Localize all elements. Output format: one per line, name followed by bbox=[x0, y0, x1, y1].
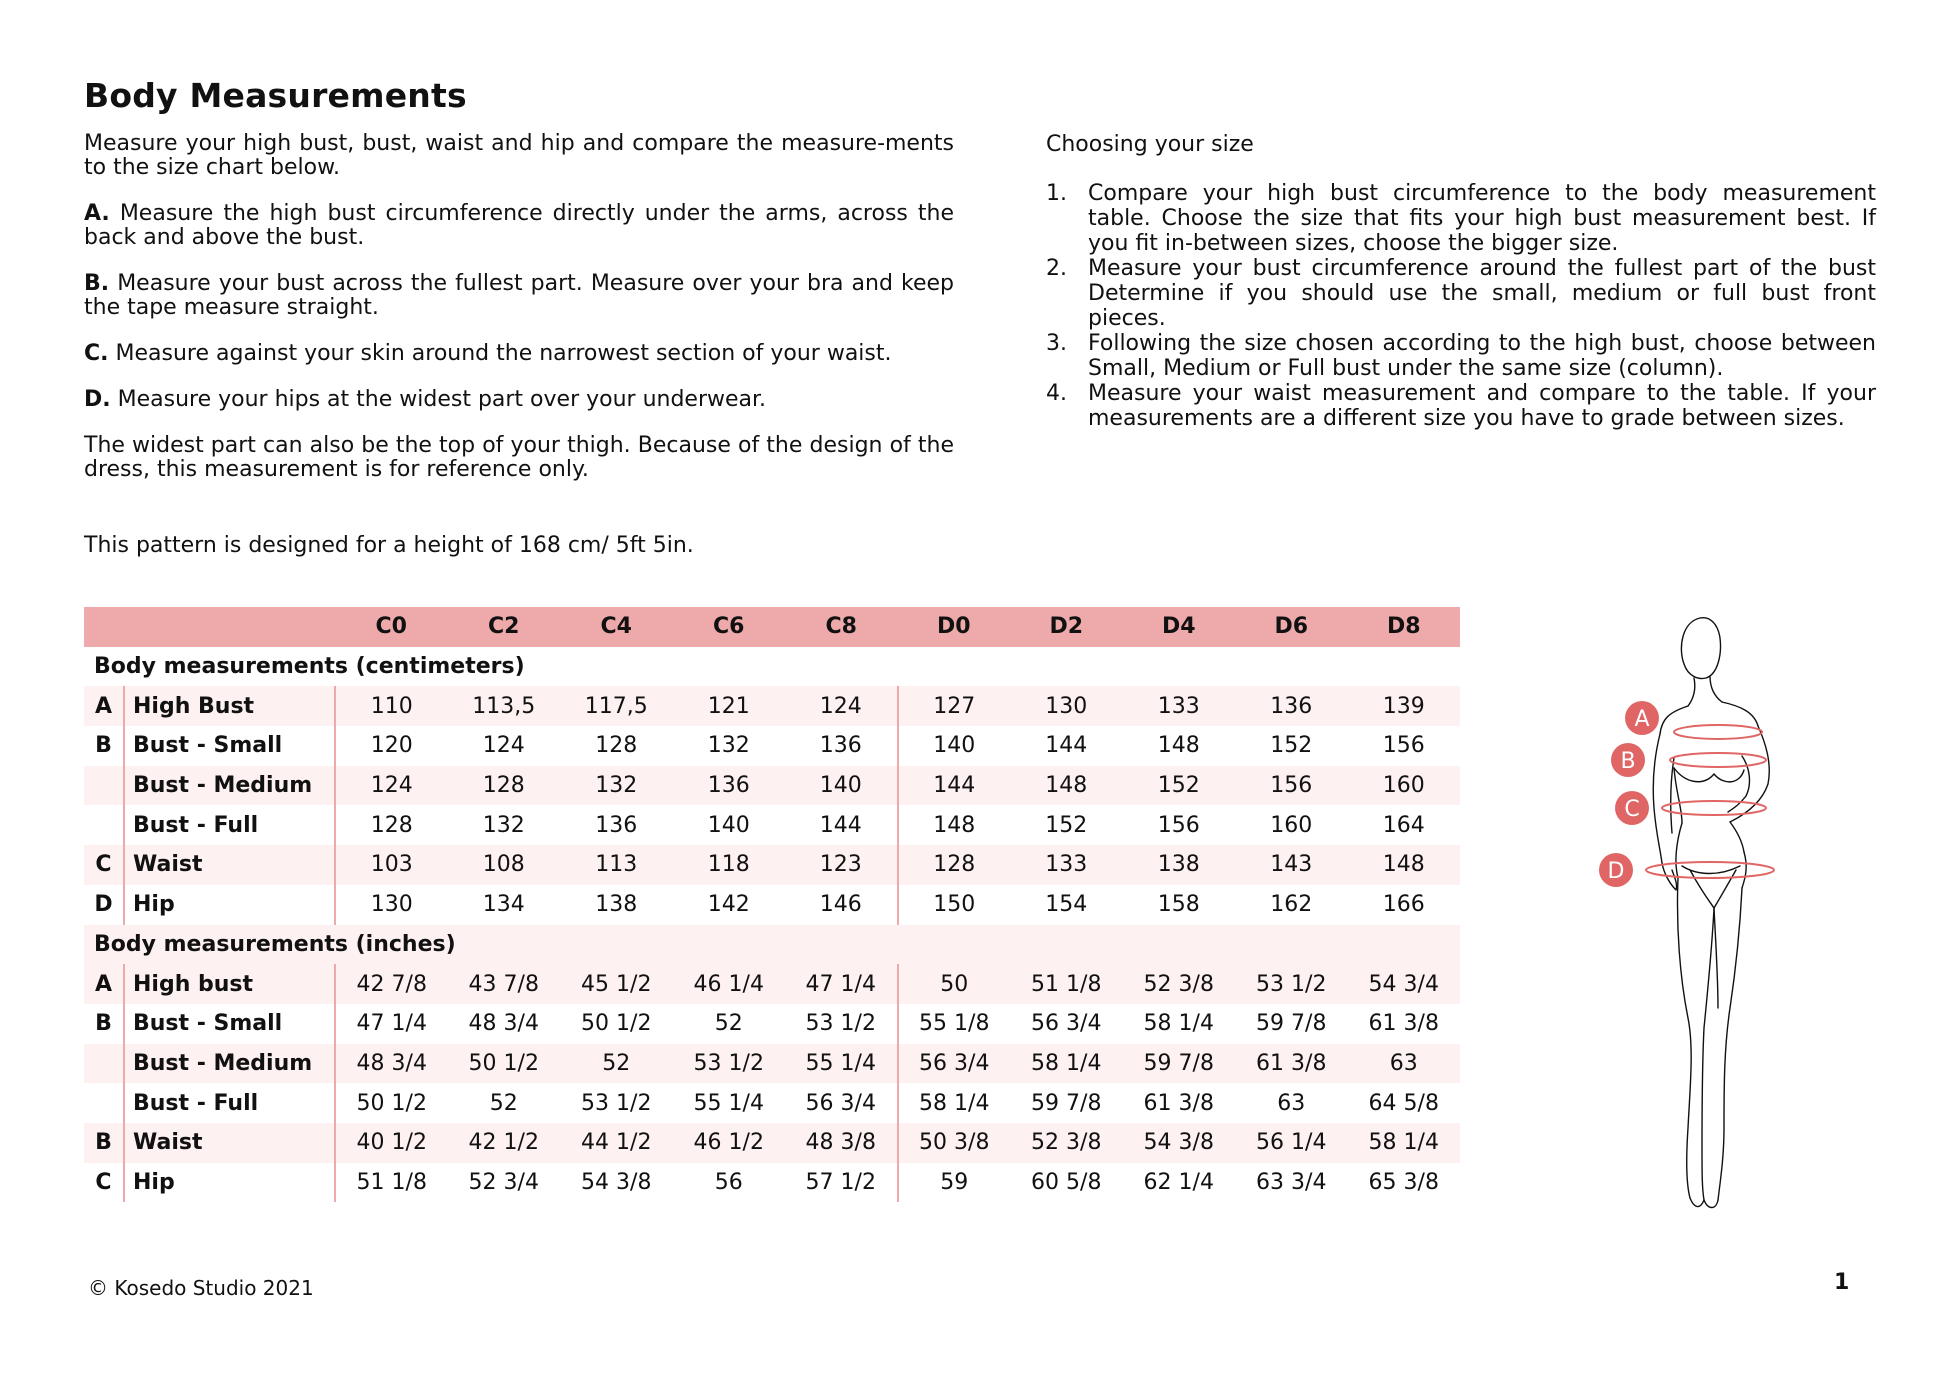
row-letter bbox=[84, 805, 124, 845]
table-cell: 127 bbox=[898, 686, 1011, 726]
table-cell: 50 1/2 bbox=[448, 1044, 561, 1084]
size-header: D8 bbox=[1348, 607, 1461, 647]
step-text: Measure your hips at the widest part over your underwear. bbox=[117, 387, 767, 412]
measuring-instructions bbox=[84, 132, 954, 580]
table-cell: 164 bbox=[1382, 812, 1425, 838]
list-number: 2. bbox=[1046, 256, 1067, 281]
table-cell: 144 bbox=[1045, 733, 1088, 759]
table-cell: 53 1/2 bbox=[673, 1044, 786, 1084]
table-cell: 132 bbox=[707, 733, 750, 759]
table-cell: 142 bbox=[707, 892, 750, 918]
body-figure-illustration bbox=[1590, 608, 1850, 1228]
row-label: High bust bbox=[124, 964, 335, 1004]
size-header: D2 bbox=[1010, 607, 1123, 647]
list-text: Compare your high bust circumference to the body measurement table. Choose the size that fits your high bust measurement best. If you fit in-between sizes, choose the bigger size. bbox=[1088, 181, 1876, 256]
table-cell: 148 bbox=[1010, 766, 1123, 806]
size-header: C8 bbox=[785, 607, 898, 647]
row-label: Waist bbox=[124, 1123, 335, 1163]
table-cell: 59 7/8 bbox=[1256, 1011, 1327, 1037]
step-letter: D. bbox=[84, 387, 111, 412]
table-cell: 121 bbox=[673, 686, 786, 726]
table-row bbox=[84, 845, 1460, 885]
table-cell: 60 5/8 bbox=[1031, 1169, 1102, 1195]
table-cell: 144 bbox=[785, 805, 898, 845]
table-cell: 47 1/4 bbox=[356, 1011, 427, 1037]
table-cell: 54 3/4 bbox=[1348, 964, 1461, 1004]
row-letter: B bbox=[84, 1123, 124, 1163]
table-cell: 113,5 bbox=[448, 686, 561, 726]
table-cell: 128 bbox=[595, 733, 638, 759]
page-number: 1 bbox=[1834, 1270, 1850, 1295]
table-cell: 43 7/8 bbox=[448, 964, 561, 1004]
table-cell: 46 1/4 bbox=[673, 964, 786, 1004]
table-cell: 65 3/8 bbox=[1368, 1169, 1439, 1195]
table-cell: 140 bbox=[933, 733, 976, 759]
table-cell: 59 7/8 bbox=[1123, 1044, 1236, 1084]
table-cell: 162 bbox=[1270, 892, 1313, 918]
table-cell: 48 3/4 bbox=[335, 1044, 448, 1084]
table-cell: 139 bbox=[1348, 686, 1461, 726]
list-item bbox=[1046, 381, 1876, 431]
list-item bbox=[1046, 256, 1876, 331]
section-title: Body measurements (centimeters) bbox=[84, 647, 1460, 687]
table-cell: 55 1/4 bbox=[693, 1090, 764, 1116]
row-letter: A bbox=[84, 686, 124, 726]
table-cell: 54 3/8 bbox=[581, 1169, 652, 1195]
table-cell: 51 1/8 bbox=[1010, 964, 1123, 1004]
table-cell: 152 bbox=[1045, 812, 1088, 838]
table-cell: 156 bbox=[1235, 766, 1348, 806]
table-cell: 46 1/2 bbox=[673, 1123, 786, 1163]
size-chart-table bbox=[84, 607, 1460, 1202]
table-cell: 55 1/4 bbox=[785, 1044, 898, 1084]
marker-d-label: D bbox=[1607, 859, 1625, 884]
table-row bbox=[84, 1044, 1460, 1084]
row-letter: D bbox=[84, 885, 124, 925]
size-header: C0 bbox=[335, 607, 448, 647]
table-cell: 56 3/4 bbox=[1031, 1011, 1102, 1037]
table-row bbox=[84, 1163, 1460, 1203]
marker-b-label: B bbox=[1620, 749, 1636, 774]
table-cell: 55 1/8 bbox=[919, 1011, 990, 1037]
header-spacer bbox=[84, 607, 124, 647]
table-cell: 61 3/8 bbox=[1235, 1044, 1348, 1084]
table-cell: 154 bbox=[1045, 892, 1088, 918]
table-cell: 48 3/4 bbox=[468, 1011, 539, 1037]
table-cell: 63 bbox=[1348, 1044, 1461, 1084]
table-cell: 58 1/4 bbox=[919, 1090, 990, 1116]
height-note: This pattern is designed for a height of 168 cm/ 5ft 5in. bbox=[84, 533, 694, 558]
table-cell: 128 bbox=[370, 812, 413, 838]
table-cell: 140 bbox=[707, 812, 750, 838]
table-cell: 56 3/4 bbox=[898, 1044, 1011, 1084]
intro-text: Measure your high bust, bust, waist and hip and compare the measure-ments to the size chart below. bbox=[84, 131, 954, 180]
table-cell: 124 bbox=[482, 733, 525, 759]
size-header: D0 bbox=[898, 607, 1011, 647]
table-cell: 56 bbox=[714, 1169, 743, 1195]
table-cell: 59 7/8 bbox=[1031, 1090, 1102, 1116]
table-cell: 50 3/8 bbox=[898, 1123, 1011, 1163]
reference-note: The widest part can also be the top of your thigh. Because of the design of the dress, this measurement is for reference only. bbox=[84, 433, 954, 482]
table-cell: 128 bbox=[448, 766, 561, 806]
table-cell: 63 3/4 bbox=[1256, 1169, 1327, 1195]
table-cell: 47 1/4 bbox=[785, 964, 898, 1004]
row-label: Bust - Full bbox=[124, 805, 335, 845]
copyright: © Kosedo Studio 2021 bbox=[88, 1276, 314, 1300]
table-cell: 136 bbox=[1235, 686, 1348, 726]
list-text: Measure your bust circumference around the fullest part of the bust Determine if you should use the small, medium or full bust front pieces. bbox=[1088, 256, 1876, 331]
size-header: C2 bbox=[448, 607, 561, 647]
table-cell: 136 bbox=[673, 766, 786, 806]
step-letter: A. bbox=[84, 201, 110, 226]
list-item bbox=[1046, 181, 1876, 256]
row-letter: A bbox=[84, 964, 124, 1004]
table-row bbox=[84, 726, 1460, 766]
table-cell: 42 1/2 bbox=[448, 1123, 561, 1163]
choosing-size-section bbox=[1046, 132, 1876, 431]
table-cell: 132 bbox=[482, 812, 525, 838]
row-letter bbox=[84, 1083, 124, 1123]
table-cell: 52 bbox=[714, 1011, 743, 1037]
table-cell: 136 bbox=[595, 812, 638, 838]
body-figure-svg bbox=[1590, 608, 1850, 1228]
table-cell: 48 3/8 bbox=[785, 1123, 898, 1163]
table-cell: 156 bbox=[1157, 812, 1200, 838]
row-label: Hip bbox=[124, 885, 335, 925]
section-title: Body measurements (inches) bbox=[84, 925, 1460, 965]
step-text: Measure against your skin around the narrowest section of your waist. bbox=[115, 341, 892, 366]
table-cell: 45 1/2 bbox=[560, 964, 673, 1004]
table-cell: 138 bbox=[1123, 845, 1236, 885]
table-cell: 166 bbox=[1382, 892, 1425, 918]
step-letter: B. bbox=[84, 271, 110, 296]
step-d bbox=[84, 388, 954, 412]
row-letter: C bbox=[84, 1163, 124, 1203]
table-cell: 44 1/2 bbox=[560, 1123, 673, 1163]
table-cell: 144 bbox=[898, 766, 1011, 806]
table-cell: 113 bbox=[560, 845, 673, 885]
section-title-row bbox=[84, 925, 1460, 965]
table-cell: 132 bbox=[560, 766, 673, 806]
marker-c-label: C bbox=[1624, 797, 1640, 822]
table-cell: 61 3/8 bbox=[1368, 1011, 1439, 1037]
table-cell: 160 bbox=[1348, 766, 1461, 806]
list-item bbox=[1046, 331, 1876, 381]
page-title: Body Measurements bbox=[84, 76, 467, 115]
table-cell: 53 1/2 bbox=[785, 1004, 898, 1044]
table-cell: 52 3/8 bbox=[1010, 1123, 1123, 1163]
row-letter bbox=[84, 1044, 124, 1084]
table-cell: 56 1/4 bbox=[1235, 1123, 1348, 1163]
table-cell: 53 1/2 bbox=[1235, 964, 1348, 1004]
table-row bbox=[84, 964, 1460, 1004]
step-text: Measure the high bust circumference directly under the arms, across the back and above the bust. bbox=[84, 201, 955, 250]
table-cell: 56 3/4 bbox=[785, 1083, 898, 1123]
table-row bbox=[84, 805, 1460, 845]
choosing-heading: Choosing your size bbox=[1046, 132, 1254, 157]
row-label: Bust - Small bbox=[124, 1004, 335, 1044]
table-cell: 130 bbox=[1010, 686, 1123, 726]
table-cell: 110 bbox=[335, 686, 448, 726]
table-cell: 103 bbox=[335, 845, 448, 885]
list-number: 1. bbox=[1046, 181, 1067, 206]
table-cell: 62 1/4 bbox=[1143, 1169, 1214, 1195]
table-cell: 54 3/8 bbox=[1123, 1123, 1236, 1163]
header-spacer bbox=[124, 607, 335, 647]
table-cell: 140 bbox=[785, 766, 898, 806]
step-c bbox=[84, 342, 954, 366]
size-header: C4 bbox=[560, 607, 673, 647]
row-label: Hip bbox=[124, 1163, 335, 1203]
row-label: Bust - Medium bbox=[124, 766, 335, 806]
table-cell: 134 bbox=[482, 892, 525, 918]
table-cell: 152 bbox=[1270, 733, 1313, 759]
table-cell: 58 1/4 bbox=[1143, 1011, 1214, 1037]
size-header: D6 bbox=[1235, 607, 1348, 647]
table-row bbox=[84, 1083, 1460, 1123]
table-cell: 120 bbox=[370, 733, 413, 759]
marker-a-label: A bbox=[1634, 707, 1650, 732]
table-cell: 150 bbox=[933, 892, 976, 918]
table-cell: 156 bbox=[1382, 733, 1425, 759]
table-cell: 124 bbox=[785, 686, 898, 726]
table-row bbox=[84, 766, 1460, 806]
table-cell: 52 bbox=[560, 1044, 673, 1084]
size-header-row bbox=[84, 607, 1460, 647]
row-letter: B bbox=[84, 1004, 124, 1044]
table-cell: 117,5 bbox=[560, 686, 673, 726]
table-row bbox=[84, 1004, 1460, 1044]
section-title-row bbox=[84, 647, 1460, 687]
table-row bbox=[84, 686, 1460, 726]
table-cell: 123 bbox=[785, 845, 898, 885]
list-text: Following the size chosen according to the high bust, choose between Small, Medium or Full bust under the same size (column). bbox=[1088, 331, 1876, 381]
list-number: 3. bbox=[1046, 331, 1067, 356]
size-header: C6 bbox=[673, 607, 786, 647]
row-letter: C bbox=[84, 845, 124, 885]
row-label: Bust - Medium bbox=[124, 1044, 335, 1084]
table-cell: 58 1/4 bbox=[1348, 1123, 1461, 1163]
table-cell: 53 1/2 bbox=[581, 1090, 652, 1116]
table-cell: 59 bbox=[940, 1169, 969, 1195]
table-cell: 143 bbox=[1235, 845, 1348, 885]
row-label: Bust - Full bbox=[124, 1083, 335, 1123]
table-cell: 52 bbox=[489, 1090, 518, 1116]
choosing-list bbox=[1046, 181, 1876, 431]
table-cell: 51 1/8 bbox=[356, 1169, 427, 1195]
table-cell: 146 bbox=[785, 885, 898, 925]
table-cell: 52 3/8 bbox=[1123, 964, 1236, 1004]
table-row bbox=[84, 1123, 1460, 1163]
size-header: D4 bbox=[1123, 607, 1236, 647]
row-letter: B bbox=[84, 726, 124, 766]
table-cell: 136 bbox=[785, 726, 898, 766]
step-a bbox=[84, 202, 954, 250]
step-b bbox=[84, 272, 954, 320]
table-cell: 64 5/8 bbox=[1368, 1090, 1439, 1116]
table-cell: 50 bbox=[898, 964, 1011, 1004]
table-cell: 50 1/2 bbox=[581, 1011, 652, 1037]
table-row bbox=[84, 885, 1460, 925]
table-cell: 133 bbox=[1010, 845, 1123, 885]
table-cell: 63 bbox=[1277, 1090, 1306, 1116]
table-cell: 148 bbox=[933, 812, 976, 838]
table-cell: 148 bbox=[1157, 733, 1200, 759]
table-cell: 148 bbox=[1348, 845, 1461, 885]
table-cell: 58 1/4 bbox=[1010, 1044, 1123, 1084]
list-number: 4. bbox=[1046, 381, 1067, 406]
step-text: Measure your bust across the fullest part. Measure over your bra and keep the tape measure straight. bbox=[84, 271, 954, 320]
table-cell: 128 bbox=[898, 845, 1011, 885]
row-letter bbox=[84, 766, 124, 806]
row-label: Bust - Small bbox=[124, 726, 335, 766]
table-cell: 52 3/4 bbox=[468, 1169, 539, 1195]
table-cell: 158 bbox=[1157, 892, 1200, 918]
table-cell: 57 1/2 bbox=[785, 1163, 898, 1203]
row-label: Waist bbox=[124, 845, 335, 885]
table-cell: 124 bbox=[335, 766, 448, 806]
table-cell: 40 1/2 bbox=[335, 1123, 448, 1163]
table-cell: 160 bbox=[1270, 812, 1313, 838]
table-cell: 152 bbox=[1123, 766, 1236, 806]
table-cell: 50 1/2 bbox=[356, 1090, 427, 1116]
table-cell: 130 bbox=[370, 892, 413, 918]
table-cell: 42 7/8 bbox=[335, 964, 448, 1004]
step-letter: C. bbox=[84, 341, 109, 366]
table-cell: 133 bbox=[1123, 686, 1236, 726]
table-cell: 61 3/8 bbox=[1143, 1090, 1214, 1116]
list-text: Measure your waist measurement and compare to the table. If your measurements are a different size you have to grade between sizes. bbox=[1088, 381, 1876, 431]
table-cell: 108 bbox=[448, 845, 561, 885]
table-cell: 118 bbox=[673, 845, 786, 885]
table-cell: 138 bbox=[595, 892, 638, 918]
row-label: High Bust bbox=[124, 686, 335, 726]
